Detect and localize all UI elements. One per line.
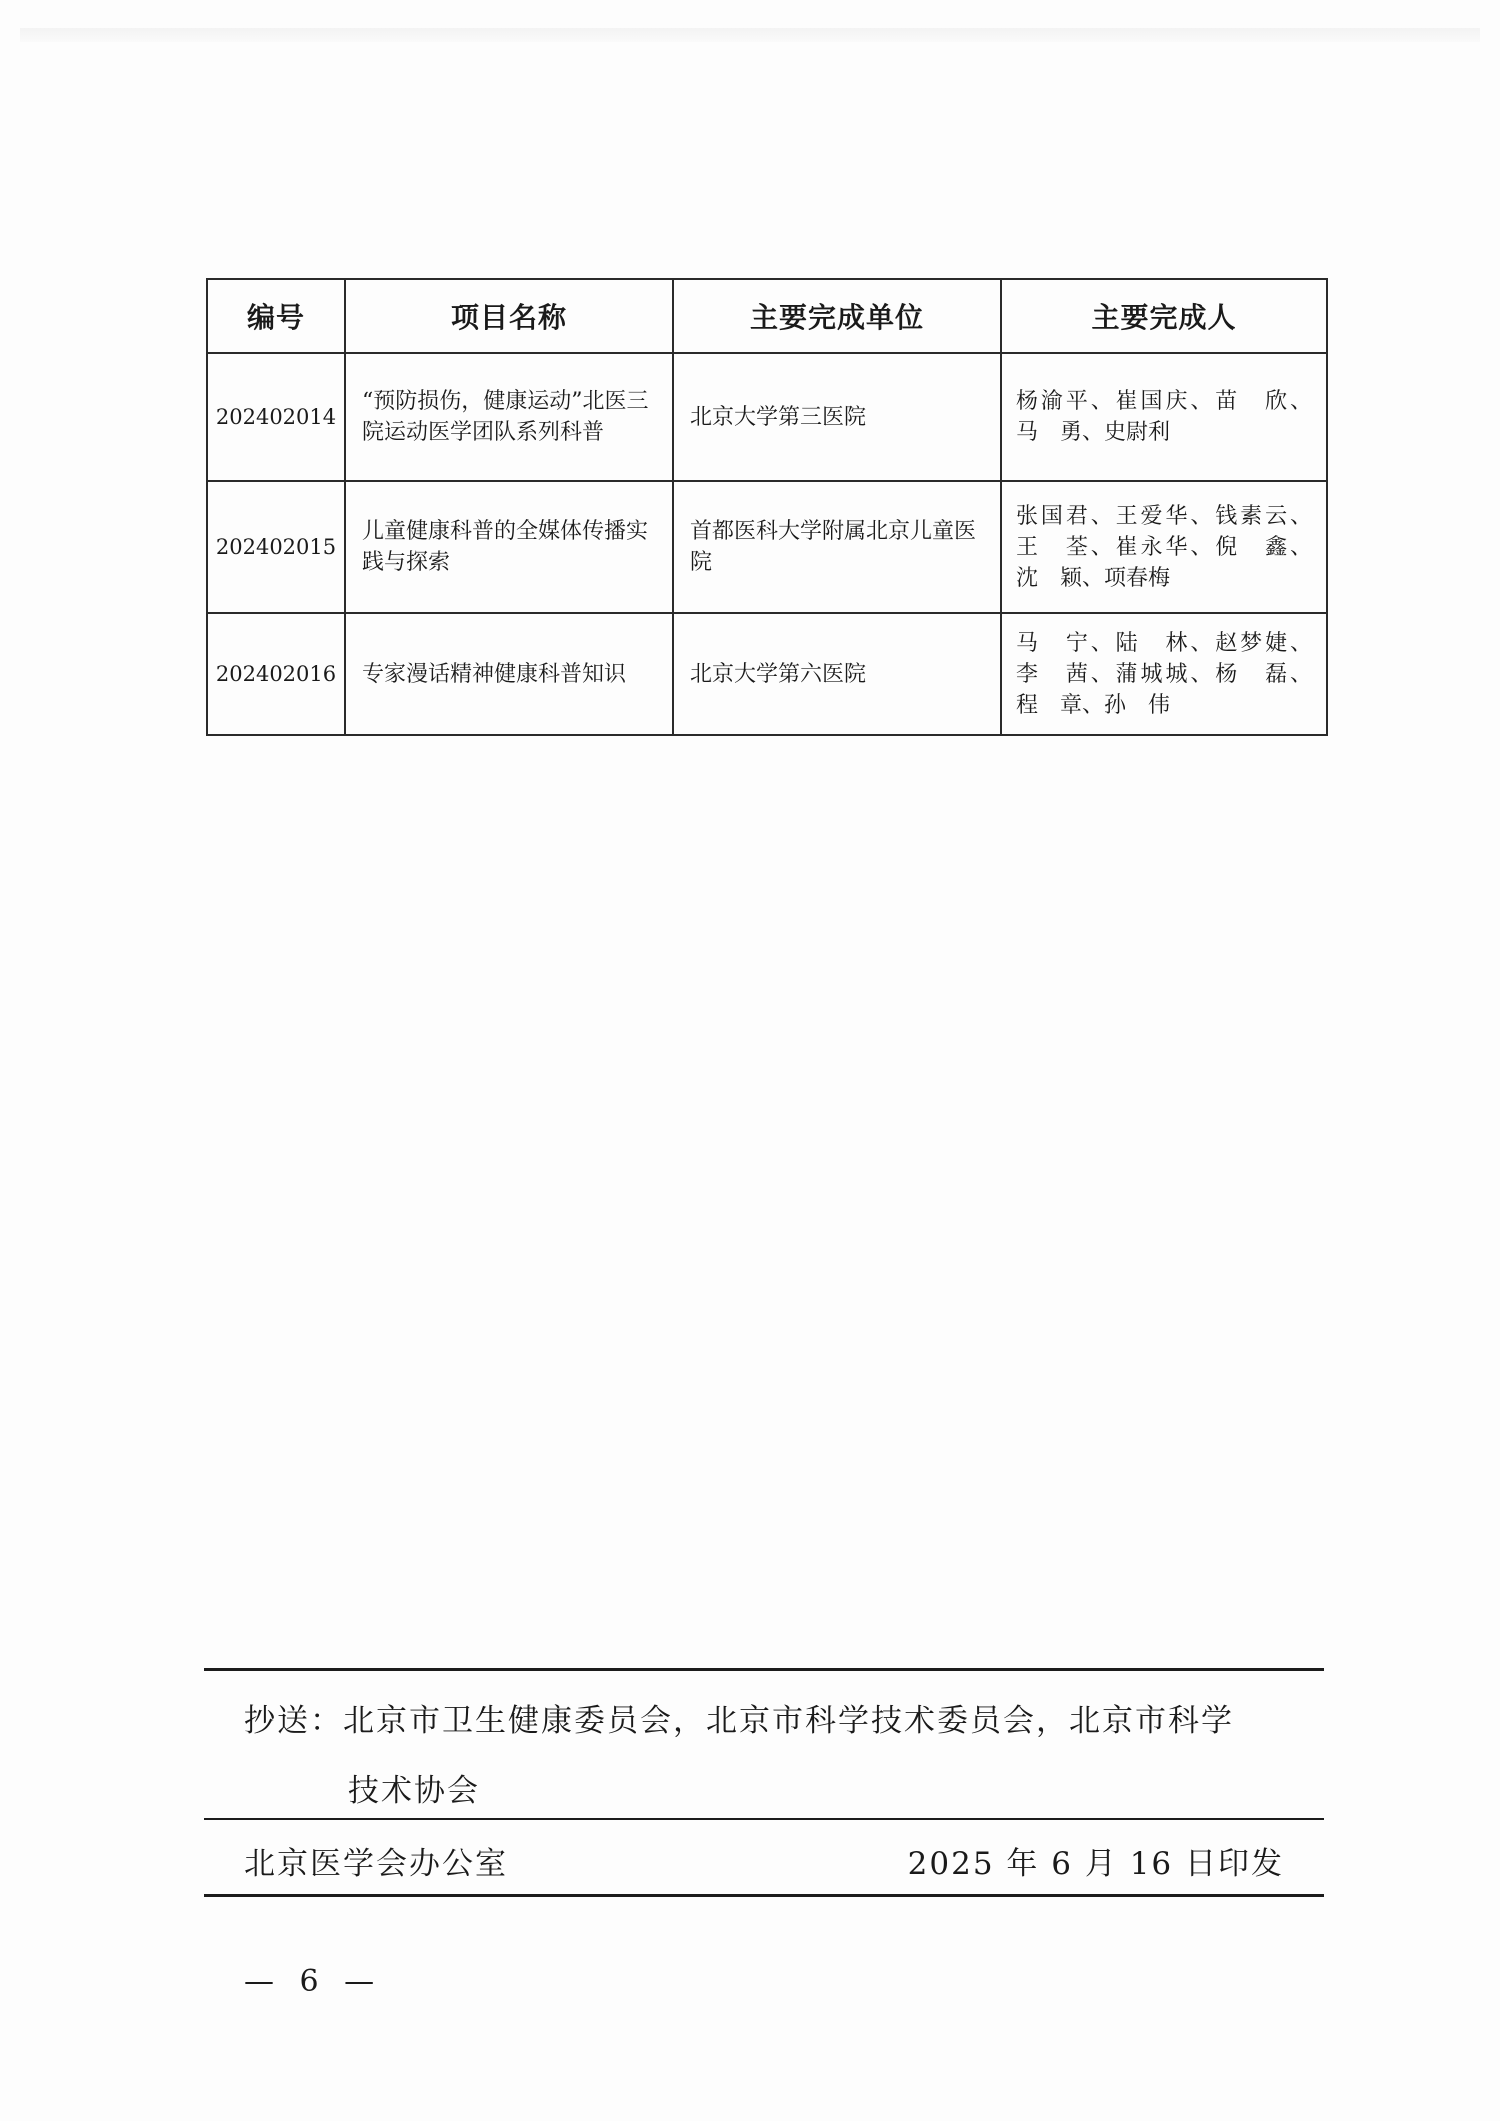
cell-people [1001,353,1327,481]
page-number: — 6 — [244,1964,383,1999]
cell-people [1001,481,1327,613]
table-row [207,481,1327,613]
footer-bottom-rule [204,1894,1324,1897]
people-line: 王 荃、崔永华、倪 鑫、 [1016,534,1312,560]
table-row [207,353,1327,481]
cell-project-name: “预防损伤，健康运动”北医三院运动医学团队系列科普 [345,353,673,481]
cc-block [244,1686,1304,1826]
issuing-office: 北京医学会办公室 [244,1846,508,1882]
cell-id: 202402016 [207,613,345,735]
people-line: 程 章、孙 伟 [1016,692,1171,718]
people-line: 张国君、王爱华、钱素云、 [1016,503,1312,529]
cell-unit: 北京大学第六医院 [673,613,1001,735]
cc-recipients-line1: 北京市卫生健康委员会，北京市科学技术委员会，北京市科学 [343,1703,1234,1739]
cell-id: 202402014 [207,353,345,481]
header-project-name: 项目名称 [345,279,673,353]
header-id: 编号 [207,279,345,353]
header-people: 主要完成人 [1001,279,1327,353]
cell-unit: 首都医科大学附属北京儿童医院 [673,481,1001,613]
cell-unit: 北京大学第三医院 [673,353,1001,481]
people-line: 沈 颖、项春梅 [1016,565,1171,591]
people-line: 李 茜、蒲城城、杨 磊、 [1016,661,1312,687]
cell-id: 202402015 [207,481,345,613]
people-line: 马 勇、史尉利 [1016,420,1171,445]
cell-project-name: 儿童健康科普的全媒体传播实践与探索 [345,481,673,613]
cell-project-name: 专家漫话精神健康科普知识 [345,613,673,735]
project-table [206,278,1328,736]
table-row [207,613,1327,735]
people-line: 马 宁、陆 林、赵梦婕、 [1016,630,1312,656]
issue-date: 2025 年 6 月 16 日印发 [907,1846,1284,1882]
people-line: 杨渝平、崔国庆、苗 欣、 [1016,389,1312,414]
cc-label: 抄送： [244,1703,343,1739]
cc-top-rule [204,1668,1324,1671]
scan-top-edge [20,28,1480,42]
cell-people [1001,613,1327,735]
table-header-row [207,279,1327,353]
cc-bottom-rule [204,1818,1324,1820]
cc-recipients-line2: 技术协会 [348,1773,480,1809]
project-table-container [206,278,1326,736]
header-unit: 主要完成单位 [673,279,1001,353]
